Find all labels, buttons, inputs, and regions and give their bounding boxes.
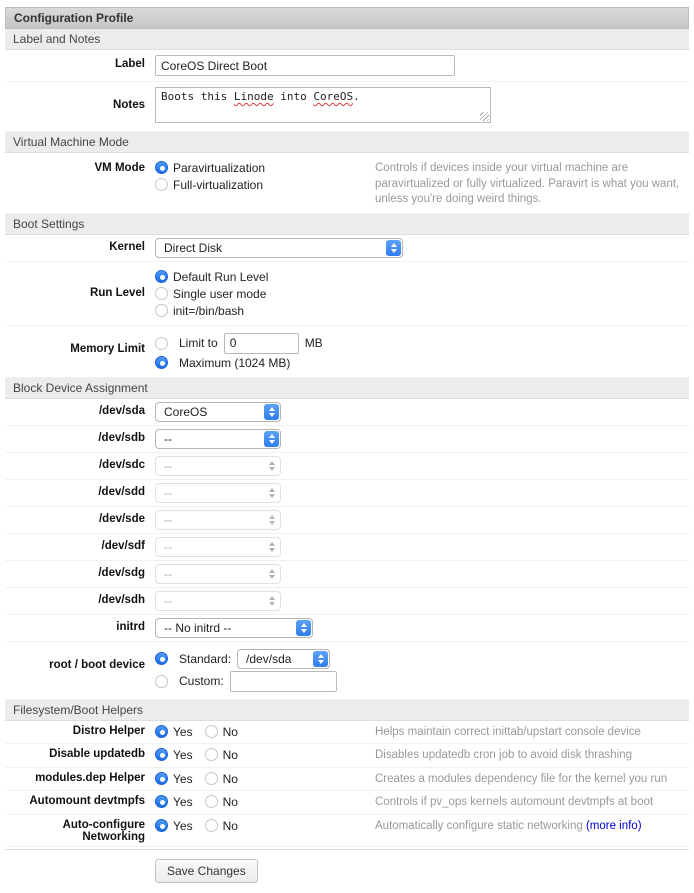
helper-yes-option[interactable]: Yes [155, 747, 193, 762]
radio-icon[interactable] [155, 178, 168, 191]
helper-label: modules.dep Helper [35, 771, 145, 784]
root-boot-device-row [5, 642, 689, 700]
misspelled-word: Linode [233, 90, 274, 103]
section-block-device-assignment: Block Device Assignment [5, 378, 689, 399]
radio-icon[interactable] [205, 795, 218, 808]
vm-mode-option-paravirtualization[interactable]: Paravirtualization [155, 160, 375, 175]
radio-checked-icon[interactable] [155, 748, 168, 761]
vm-mode-label: VM Mode [94, 162, 145, 174]
kernel-label: Kernel [109, 240, 145, 253]
helper-label: Auto-configure Networking [62, 818, 145, 843]
memory-limit-label: Memory Limit [70, 342, 145, 355]
run-level-option-init-bash[interactable]: init=/bin/bash [155, 303, 375, 318]
device-sdg-select: -- [155, 564, 281, 584]
run-level-option-default[interactable]: Default Run Level [155, 269, 375, 284]
helper-yes-option[interactable]: Yes [155, 794, 193, 809]
radio-checked-icon[interactable] [155, 725, 168, 738]
radio-icon[interactable] [205, 772, 218, 785]
radio-checked-icon[interactable] [155, 819, 168, 832]
device-sdh-select: -- [155, 591, 281, 611]
section-virtual-machine-mode: Virtual Machine Mode [5, 132, 689, 153]
label-row [5, 50, 689, 82]
device-row-sdh [5, 588, 689, 615]
textarea-resize-handle[interactable] [480, 112, 489, 121]
misspelled-word: CoreOS [313, 90, 354, 103]
helper-row-networking [5, 815, 689, 847]
device-row-sdg [5, 561, 689, 588]
device-label: /dev/sde [98, 512, 145, 525]
vm-mode-option-full-virtualization[interactable]: Full-virtualization [155, 177, 375, 192]
radio-checked-icon[interactable] [155, 652, 168, 665]
helper-row-updatedb [5, 744, 689, 768]
device-sdc-select: -- [155, 456, 281, 476]
device-row-sdf [5, 534, 689, 561]
device-label: /dev/sdb [98, 431, 145, 444]
helper-row-devtmpfs [5, 791, 689, 815]
initrd-row [5, 615, 689, 642]
memory-limit-option-limit[interactable]: Limit to 0 MB [155, 333, 415, 354]
helper-row-distro [5, 721, 689, 745]
device-row-sdd [5, 480, 689, 507]
helper-label: Distro Helper [72, 724, 145, 737]
select-stepper-icon [296, 620, 311, 636]
device-row-sde [5, 507, 689, 534]
helper-help: Disables updatedb cron job to avoid disk thrashing [375, 749, 632, 762]
device-row-sdc [5, 453, 689, 480]
kernel-row [5, 235, 689, 262]
radio-icon[interactable] [155, 287, 168, 300]
select-stepper-icon [264, 566, 279, 582]
select-stepper-icon [264, 485, 279, 501]
helper-no-option[interactable]: No [205, 747, 238, 762]
device-label: /dev/sdf [101, 539, 145, 552]
notes-textarea[interactable]: Boots this Linode into CoreOS. [155, 87, 491, 123]
helper-yes-option[interactable]: Yes [155, 724, 193, 739]
helper-row-modules-dep [5, 768, 689, 792]
notes-field-label: Notes [113, 99, 145, 111]
page-title: Configuration Profile [5, 7, 689, 29]
helper-help: Creates a modules dependency file for the kernel you run [375, 772, 668, 785]
device-label: /dev/sda [98, 404, 145, 417]
initrd-select[interactable]: -- No initrd -- [155, 618, 313, 638]
vm-mode-help: Controls if devices inside your virtual machine are paravirtualized or fully virtualized. Paravirt is what you want, unless you're doing weird things. [375, 162, 680, 206]
helper-yes-option[interactable]: Yes [155, 818, 193, 833]
select-stepper-icon [264, 404, 279, 420]
radio-icon[interactable] [205, 819, 218, 832]
helper-no-option[interactable]: No [205, 818, 238, 833]
radio-checked-icon[interactable] [155, 356, 168, 369]
device-row-sdb [5, 426, 689, 453]
device-label: /dev/sdh [98, 593, 145, 606]
helper-no-option[interactable]: No [205, 771, 238, 786]
device-sdd-select: -- [155, 483, 281, 503]
helper-yes-option[interactable]: Yes [155, 771, 193, 786]
device-row-sda [5, 399, 689, 426]
select-stepper-icon [264, 458, 279, 474]
radio-checked-icon[interactable] [155, 270, 168, 283]
initrd-label: initrd [116, 620, 145, 633]
device-label: /dev/sdc [98, 458, 145, 471]
device-sda-select[interactable]: CoreOS [155, 402, 281, 422]
device-label: /dev/sdd [98, 485, 145, 498]
select-stepper-icon [264, 593, 279, 609]
label-input[interactable] [155, 55, 455, 76]
radio-icon[interactable] [205, 725, 218, 738]
memory-limit-input[interactable] [224, 333, 299, 354]
run-level-option-single-user[interactable]: Single user mode [155, 286, 375, 301]
helper-help: Controls if pv_ops kernels automount devtmpfs at boot [375, 796, 654, 809]
root-custom-input[interactable] [230, 671, 337, 692]
kernel-select[interactable]: Direct Disk [155, 238, 403, 258]
radio-checked-icon[interactable] [155, 795, 168, 808]
select-stepper-icon [264, 539, 279, 555]
radio-checked-icon[interactable] [155, 772, 168, 785]
notes-row [5, 82, 689, 132]
helper-help: Helps maintain correct inittab/upstart console device [375, 725, 641, 738]
section-label-and-notes: Label and Notes [5, 29, 689, 50]
vm-mode-row [5, 153, 689, 214]
section-filesystem-boot-helpers: Filesystem/Boot Helpers [5, 700, 689, 721]
memory-limit-option-maximum[interactable]: Maximum (1024 MB) [155, 356, 415, 370]
select-stepper-icon [264, 512, 279, 528]
helper-no-option[interactable]: No [205, 724, 238, 739]
select-stepper-icon [386, 240, 401, 256]
radio-icon[interactable] [155, 675, 168, 688]
more-info-link[interactable]: (more info) [585, 819, 642, 832]
device-label: /dev/sdg [98, 566, 145, 579]
root-option-custom[interactable]: Custom: [155, 671, 415, 692]
radio-icon[interactable] [155, 337, 168, 350]
radio-icon[interactable] [155, 304, 168, 317]
section-boot-settings: Boot Settings [5, 214, 689, 235]
footer [5, 849, 689, 893]
radio-icon[interactable] [205, 748, 218, 761]
root-boot-device-label: root / boot device [49, 658, 145, 671]
select-stepper-icon [313, 651, 328, 667]
radio-checked-icon[interactable] [155, 161, 168, 174]
device-sde-select: -- [155, 510, 281, 530]
select-stepper-icon [264, 431, 279, 447]
helper-help: Automatically configure static networking (more info) [375, 819, 642, 832]
save-changes-button[interactable]: Save Changes [155, 859, 258, 883]
label-field-label: Label [114, 58, 145, 70]
device-sdf-select: -- [155, 537, 281, 557]
device-sdb-select[interactable]: -- [155, 429, 281, 449]
memory-limit-row [5, 326, 689, 378]
helper-label: Automount devtmpfs [29, 795, 145, 808]
run-level-row [5, 262, 689, 326]
helper-label: Disable updatedb [49, 748, 145, 761]
root-option-standard[interactable]: Standard: /dev/sda [155, 649, 415, 669]
root-standard-select[interactable]: /dev/sda [237, 649, 330, 669]
helper-no-option[interactable]: No [205, 794, 238, 809]
run-level-label: Run Level [90, 286, 145, 299]
